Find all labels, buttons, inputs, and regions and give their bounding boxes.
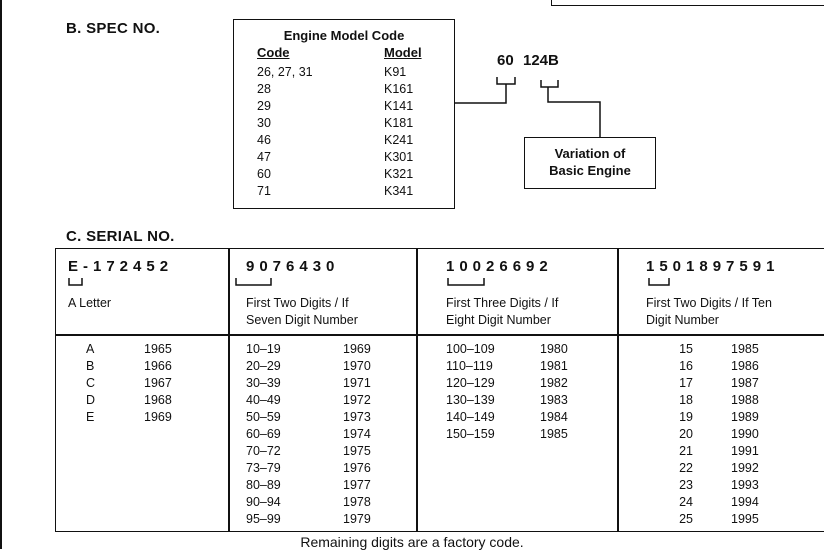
spec-no-heading: B. SPEC NO. — [66, 20, 161, 37]
serial-year-cell: 1969 — [144, 410, 172, 424]
serial-year-cell: 1978 — [343, 495, 371, 509]
serial-range-cell: 100–109 — [446, 342, 495, 356]
engine-model-cell: K161 — [384, 82, 414, 96]
engine-model-cell: K321 — [384, 167, 414, 181]
serial-range-cell: 130–139 — [446, 393, 495, 407]
serial-range-cell: 70–72 — [246, 444, 281, 458]
serial-no-heading: C. SERIAL NO. — [66, 228, 175, 245]
serial-year-cell: 1983 — [540, 393, 568, 407]
code-column-header: Code — [257, 45, 290, 60]
serial-year-cell: 1994 — [731, 495, 759, 509]
serial-range-cell: 17 — [679, 376, 693, 390]
serial-year-cell: 1984 — [540, 410, 568, 424]
engine-model-cell: K241 — [384, 133, 414, 147]
serial-description-line2: Digit Number — [646, 313, 719, 327]
serial-year-cell: 1982 — [540, 376, 568, 390]
engine-code-cell: 30 — [257, 116, 271, 130]
serial-range-cell: 90–94 — [246, 495, 281, 509]
bracket-letter — [69, 278, 82, 285]
serial-example: E-172452 — [68, 258, 174, 275]
serial-description-line1: First Two Digits / If Ten — [646, 296, 772, 310]
serial-range-cell: 140–149 — [446, 410, 495, 424]
serial-range-cell: 25 — [679, 512, 693, 526]
serial-range-cell: 24 — [679, 495, 693, 509]
serial-range-cell: 10–19 — [246, 342, 281, 356]
serial-range-cell: 20 — [679, 427, 693, 441]
serial-year-cell: 1990 — [731, 427, 759, 441]
serial-year-cell: 1977 — [343, 478, 371, 492]
serial-range-cell: D — [86, 393, 96, 407]
serial-range-cell: E — [86, 410, 95, 424]
serial-range-cell: C — [86, 376, 96, 390]
serial-example: 1501897591 — [646, 258, 780, 275]
serial-range-cell: 22 — [679, 461, 693, 475]
serial-description-line2: Seven Digit Number — [246, 313, 358, 327]
bracket-two-digits-ten — [649, 278, 669, 285]
serial-year-cell: 1979 — [343, 512, 371, 526]
variation-line2: Basic Engine — [549, 163, 631, 178]
engine-code-cell: 29 — [257, 99, 271, 113]
engine-model-code-title: Engine Model Code — [283, 28, 405, 43]
engine-model-cell: K301 — [384, 150, 414, 164]
engine-code-cell: 71 — [257, 184, 271, 198]
serial-example: 9076430 — [246, 258, 340, 275]
variation-line1: Variation of — [554, 146, 626, 161]
serial-range-cell: 95–99 — [246, 512, 281, 526]
serial-year-cell: 1988 — [731, 393, 759, 407]
serial-year-cell: 1974 — [343, 427, 371, 441]
serial-year-cell: 1993 — [731, 478, 759, 492]
serial-year-cell: 1992 — [731, 461, 759, 475]
serial-year-cell: 1976 — [343, 461, 371, 475]
serial-year-cell: 1969 — [343, 342, 371, 356]
serial-description-line1: A Letter — [68, 296, 112, 310]
serial-range-cell: 20–29 — [246, 359, 281, 373]
serial-year-cell: 1989 — [731, 410, 759, 424]
engine-model-cell: K91 — [384, 65, 407, 79]
serial-range-cell: 15 — [679, 342, 693, 356]
engine-code-cell: 47 — [257, 150, 271, 164]
footnote: Remaining digits are a factory code. — [300, 534, 524, 550]
serial-range-cell: 60–69 — [246, 427, 281, 441]
serial-range-cell: A — [86, 342, 95, 356]
spec-code-part2: 124B — [523, 52, 559, 69]
serial-year-cell: 1971 — [343, 376, 371, 390]
serial-range-cell: 150–159 — [446, 427, 495, 441]
serial-range-cell: 30–39 — [246, 376, 281, 390]
serial-range-cell: 50–59 — [246, 410, 281, 424]
serial-year-cell: 1965 — [144, 342, 172, 356]
serial-range-cell: 73–79 — [246, 461, 281, 475]
serial-year-cell: 1970 — [343, 359, 371, 373]
model-column-header: Model — [384, 45, 422, 60]
serial-year-cell: 1968 — [144, 393, 172, 407]
serial-year-cell: 1987 — [731, 376, 759, 390]
serial-description-line1: First Two Digits / If — [246, 296, 349, 310]
serial-range-cell: 80–89 — [246, 478, 281, 492]
serial-year-cell: 1972 — [343, 393, 371, 407]
serial-year-cell: 1985 — [540, 427, 568, 441]
serial-range-cell: 40–49 — [246, 393, 281, 407]
serial-range-cell: 21 — [679, 444, 693, 458]
serial-description-line1: First Three Digits / If — [446, 296, 559, 310]
serial-year-cell: 1966 — [144, 359, 172, 373]
serial-year-cell: 1967 — [144, 376, 172, 390]
engine-code-cell: 46 — [257, 133, 271, 147]
serial-year-cell: 1981 — [540, 359, 568, 373]
serial-range-cell: B — [86, 359, 95, 373]
serial-range-cell: 18 — [679, 393, 693, 407]
engine-code-cell: 60 — [257, 167, 271, 181]
spec-code-part1: 60 — [497, 52, 514, 69]
engine-code-cell: 28 — [257, 82, 271, 96]
engine-code-cell: 26, 27, 31 — [257, 65, 313, 79]
engine-model-cell: K341 — [384, 184, 414, 198]
serial-description-line2: Eight Digit Number — [446, 313, 551, 327]
serial-year-cell: 1995 — [731, 512, 759, 526]
serial-range-cell: 120–129 — [446, 376, 495, 390]
engine-model-cell: K141 — [384, 99, 414, 113]
serial-range-cell: 19 — [679, 410, 693, 424]
serial-range-cell: 110–119 — [446, 359, 493, 373]
engine-model-cell: K181 — [384, 116, 414, 130]
serial-year-cell: 1985 — [731, 342, 759, 356]
bracket-three-digits — [448, 278, 484, 285]
serial-year-cell: 1980 — [540, 342, 568, 356]
serial-year-cell: 1986 — [731, 359, 759, 373]
serial-year-cell: 1973 — [343, 410, 371, 424]
serial-year-cell: 1991 — [731, 444, 759, 458]
serial-year-cell: 1975 — [343, 444, 371, 458]
serial-range-cell: 16 — [679, 359, 693, 373]
serial-range-cell: 23 — [679, 478, 693, 492]
bracket-two-digits — [236, 278, 271, 285]
serial-example: 10026692 — [446, 258, 553, 275]
